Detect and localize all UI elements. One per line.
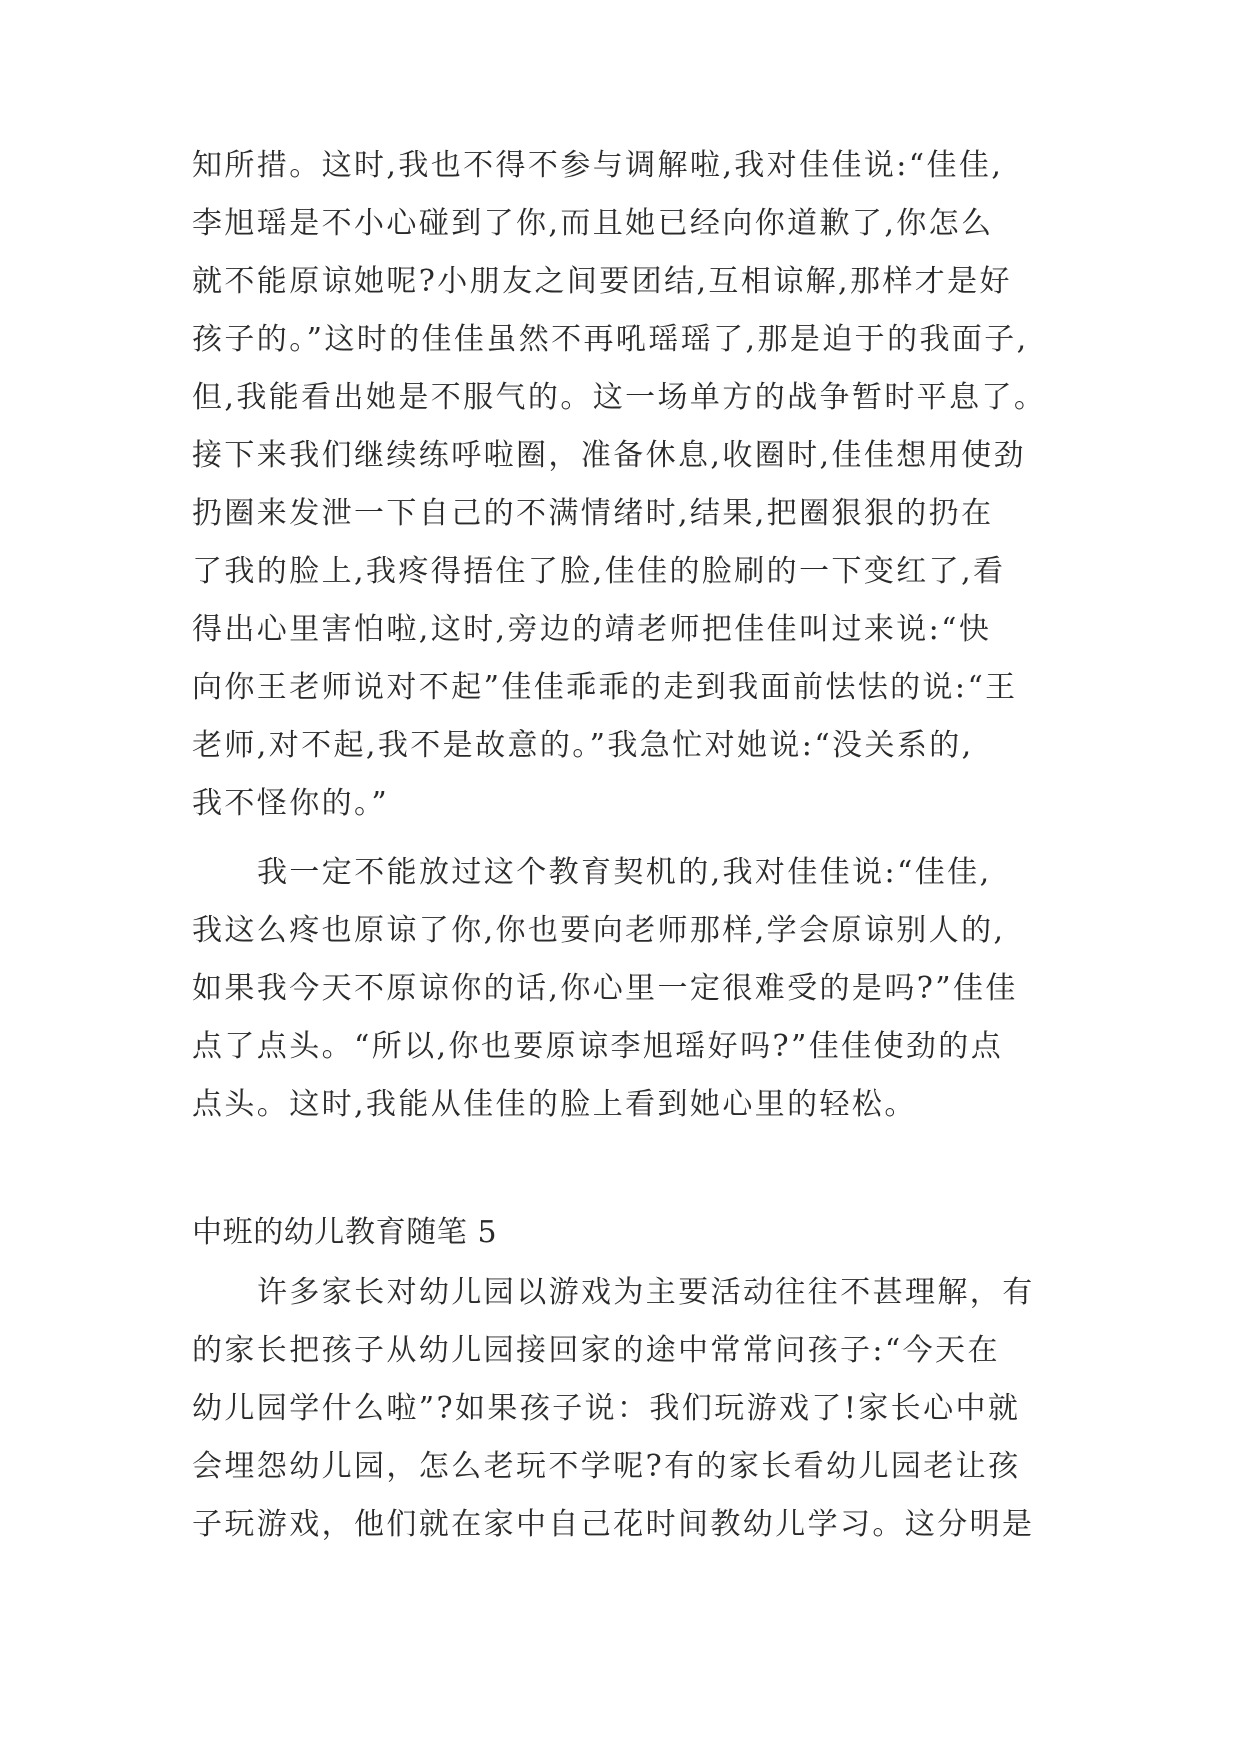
- paragraph-line: 得出心里害怕啦,这时,旁边的靖老师把佳佳叫过来说:“快: [192, 612, 992, 647]
- paragraph-line: 幼儿园学什么啦”?如果孩子说：我们玩游戏了!家长心中就: [192, 1391, 1021, 1426]
- paragraph-line: 我这么疼也原谅了你,你也要向老师那样,学会原谅别人的,: [192, 913, 1006, 948]
- paragraph-line: 点了点头。“所以,你也要原谅李旭瑶好吗?”佳佳使劲的点: [192, 1029, 1004, 1064]
- paragraph-line: 如果我今天不原谅你的话,你心里一定很难受的是吗?”佳佳: [192, 971, 1018, 1006]
- paragraph-line: 扔圈来发泄一下自己的不满情绪时,结果,把圈狠狠的扔在: [192, 496, 994, 531]
- paragraph-line: 向你王老师说对不起”佳佳乖乖的走到我面前怯怯的说:“王: [192, 670, 1018, 705]
- paragraph-line: 接下来我们继续练呼啦圈，准备休息,收圈时,佳佳想用使劲: [192, 438, 1026, 473]
- paragraph-line: 许多家长对幼儿园以游戏为主要活动往往不甚理解，有: [257, 1275, 1035, 1310]
- paragraph-line: 子玩游戏，他们就在家中自己花时间教幼儿学习。这分明是: [192, 1507, 1035, 1542]
- paragraph-line: 孩子的。”这时的佳佳虽然不再吼瑶瑶了,那是迫于的我面子,: [192, 322, 1029, 357]
- section-title: 中班的幼儿教育随笔 5: [192, 1215, 498, 1250]
- paragraph-line: 但,我能看出她是不服气的。这一场单方的战争暂时平息了。: [192, 380, 1047, 415]
- paragraph-line: 老师,对不起,我不是故意的。”我急忙对她说:“没关系的,: [192, 728, 974, 763]
- paragraph-line: 点头。这时,我能从佳佳的脸上看到她心里的轻松。: [192, 1087, 917, 1122]
- paragraph-line: 我不怪你的。”: [192, 786, 390, 821]
- paragraph-line: 知所措。这时,我也不得不参与调解啦,我对佳佳说:“佳佳,: [192, 148, 1004, 183]
- paragraph-line: 我一定不能放过这个教育契机的,我对佳佳说:“佳佳,: [257, 855, 992, 890]
- paragraph-line: 的家长把孩子从幼儿园接回家的途中常常问孩子:“今天在: [192, 1333, 1000, 1368]
- paragraph-line: 李旭瑶是不小心碰到了你,而且她已经向你道歉了,你怎么: [192, 206, 994, 241]
- paragraph-line: 会埋怨幼儿园，怎么老玩不学呢?有的家长看幼儿园老让孩: [192, 1449, 1021, 1484]
- paragraph-line: 了我的脸上,我疼得捂住了脸,佳佳的脸刷的一下变红了,看: [192, 554, 1006, 589]
- paragraph-line: 就不能原谅她呢?小朋友之间要团结,互相谅解,那样才是好: [192, 264, 1012, 299]
